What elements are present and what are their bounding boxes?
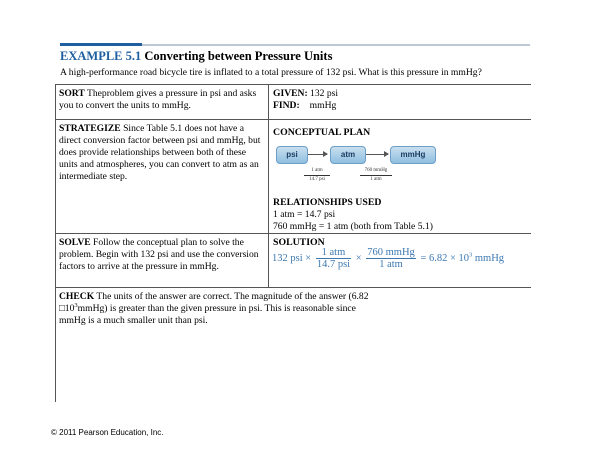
relationship-line: 760 mmHg = 1 atm (both from Table 5.1) [273, 221, 433, 232]
plan-arrow-1 [308, 154, 327, 155]
solve-text: Follow the conceptual plan to solve the problem. Begin with 132 psi and use the conversion factors to arrive at the pressure in mmHg. [59, 237, 259, 272]
table-rule [55, 233, 531, 234]
times-sign: × [305, 252, 312, 264]
given-line [273, 88, 523, 100]
times-sign: × [355, 252, 362, 264]
solution-equation [272, 247, 504, 270]
given-label: GIVEN: [273, 88, 308, 99]
relationship-line: 1 atm = 14.7 psi [273, 209, 336, 220]
find-label: FIND: [273, 100, 300, 111]
solution-factor-1 [316, 247, 351, 270]
solution-start: 132 psi [272, 252, 303, 264]
check-text-2: 10 [64, 303, 75, 314]
strategize-label: STRATEGIZE [59, 123, 121, 134]
plan-factor-1 [304, 168, 330, 183]
solution-factor-1-num: 1 atm [321, 247, 346, 258]
plan-factor-1-num: 1 atm [311, 168, 323, 173]
find-line [273, 100, 523, 112]
example-number: EXAMPLE 5.1 [60, 49, 142, 63]
solution-factor-2 [366, 247, 416, 270]
sort-text: Theproblem gives a pressure in psi and asks you to convert the units to mmHg. [59, 88, 257, 111]
plan-factor-2-num: 760 mmHg [364, 168, 388, 173]
given-value: 132 psi [307, 88, 339, 99]
problem-statement: A high-performance road bicycle tire is inflated to a total pressure of 132 psi. What is this pressure in mmHg? [60, 67, 482, 78]
copyright-footer: © 2011 Pearson Education, Inc. [51, 428, 164, 437]
example-title [60, 49, 332, 64]
missing-glyph: □ [59, 303, 65, 314]
solution-heading: SOLUTION [273, 237, 325, 248]
check-label: CHECK [59, 291, 95, 302]
relationships-cell [273, 197, 528, 233]
plan-factor-2 [360, 168, 392, 183]
table-rule [55, 84, 531, 85]
table-rule [55, 287, 531, 288]
strategize-cell [59, 123, 264, 183]
solve-label: SOLVE [59, 237, 91, 248]
plan-box-psi: psi [276, 146, 308, 164]
conceptual-plan-heading: CONCEPTUAL PLAN [273, 127, 371, 138]
plan-factor-2-den: 1 atm [370, 177, 382, 182]
table-rule-middle [268, 84, 269, 287]
given-cell [273, 88, 523, 112]
example-title-text: Converting between Pressure Units [141, 49, 333, 63]
find-value: mmHg [309, 100, 337, 111]
solution-exponent: 3 [469, 251, 473, 259]
check-text-1: The units of the answer are correct. The magnitude of the answer (6.82 [94, 291, 369, 302]
plan-box-mmhg: mmHg [390, 146, 436, 164]
solution-unit: mmHg [472, 252, 505, 264]
solution-factor-1-den: 14.7 psi [316, 259, 351, 270]
title-rule-accent [60, 43, 142, 46]
strategize-text: Since Table 5.1 does not have a direct conversion factor between psi and mmHg, but does provide relationships between both of these units and atmospheres, you can convert to atm as an intermediate step. [59, 123, 261, 182]
solution-result: = 6.82 × 10 [420, 252, 470, 264]
solve-cell [59, 237, 264, 273]
check-exponent: 3 [74, 301, 78, 309]
plan-box-atm: atm [330, 146, 366, 164]
table-rule [55, 119, 531, 120]
sort-label: SORT [59, 88, 85, 99]
table-rule-left [55, 84, 56, 402]
plan-factor-1-den: 14.7 psi [309, 177, 325, 182]
relationships-heading: RELATIONSHIPS USED [273, 197, 382, 208]
sort-cell [59, 88, 264, 112]
check-cell [59, 291, 369, 327]
solution-factor-2-den: 1 atm [366, 258, 416, 270]
check-text-3: mmHg) is greater than the given pressure in psi. This is reasonable since mmHg is a much smaller unit than psi. [59, 303, 356, 326]
plan-arrow-2 [366, 154, 388, 155]
solution-factor-2-num: 760 mmHg [367, 247, 415, 258]
